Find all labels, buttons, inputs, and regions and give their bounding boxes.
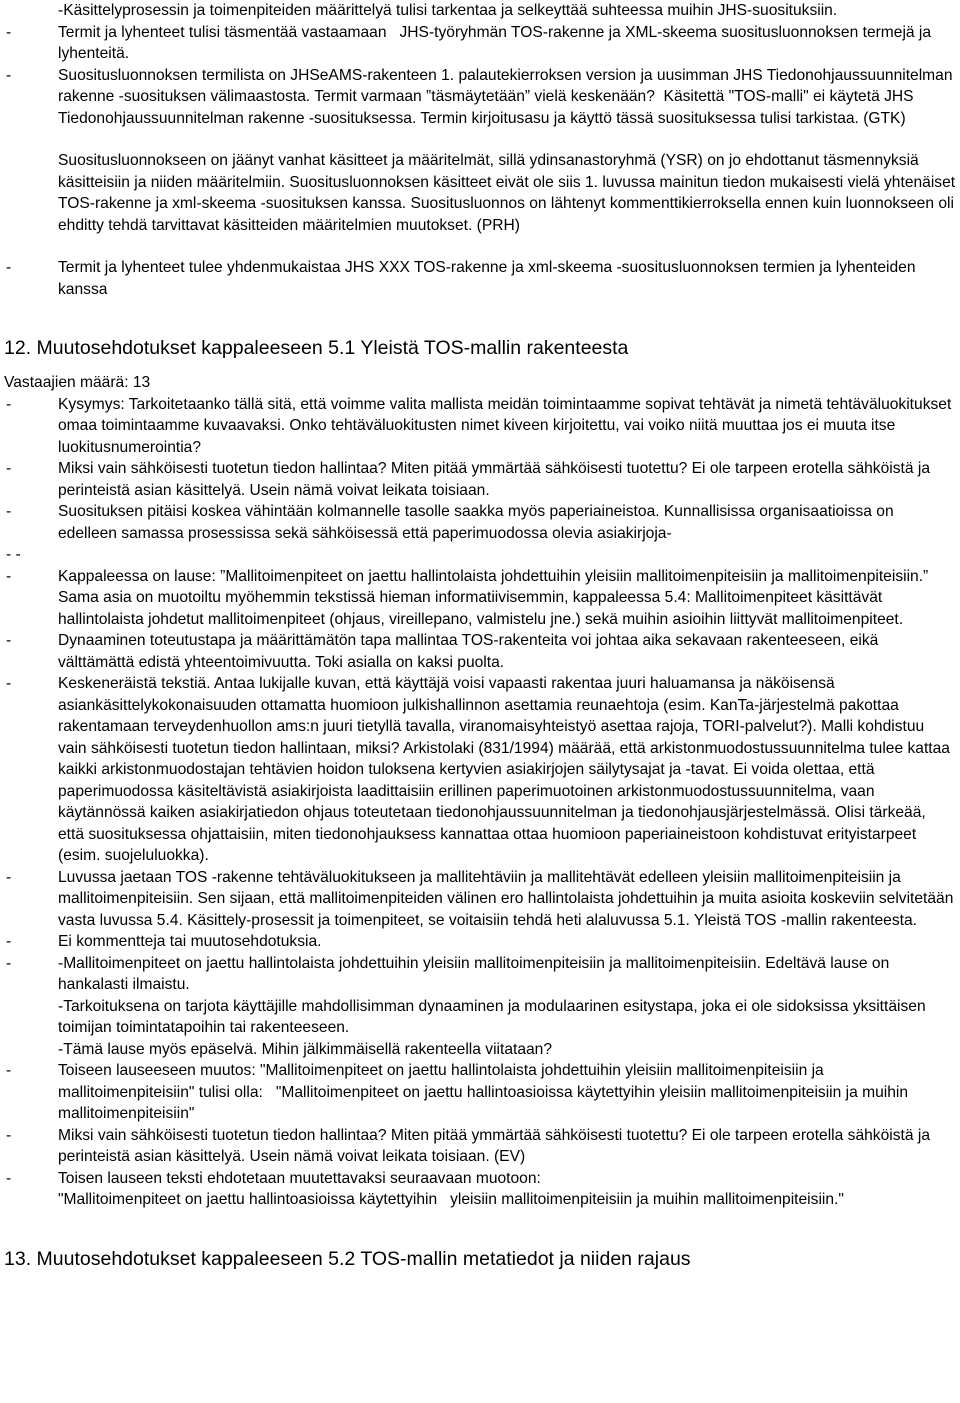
list-item xyxy=(4,867,956,932)
list-item xyxy=(4,501,956,544)
bullet-dash: - xyxy=(6,1169,12,1187)
list-item xyxy=(4,458,956,501)
list-item xyxy=(4,1168,956,1211)
list-item-text: Kappaleessa on lause: ”Mallitoimenpiteet on jaettu hallintolaista johdettuihin yleisiin mallitoimenpiteisiin ja mallitoimenpiteisiin.” Sama asia on muotoiltu myöhemmin tekstissä hieman informatiivisemmin, kappaleessa 5.4: Mallitoimenpiteet käsittävät hallintolaista johdetut mallitoimenpiteet (ohjaus, vireillepano, valmistelu jne.) sekä muihin asioihin liittyvät mallitoimenpiteet. xyxy=(58,567,933,628)
section-12-list xyxy=(4,394,956,1211)
respondent-count: Vastaajien määrä: 13 xyxy=(4,374,151,391)
bullet-dash: - - xyxy=(6,546,21,563)
list-item-text: Miksi vain sähköisesti tuotetun tiedon hallintaa? Miten pitää ymmärtää sähköisesti tuotettu? Ei ole tarpeen erotella sähköistä ja perinteistä asian käsittelyä. Usein nämä voivat leikata toisiaan. xyxy=(58,460,935,499)
bullet-dash: - xyxy=(6,933,12,950)
list-item-text: Suosituksen pitäisi koskea vähintään kolmannelle tasolle saakka myös paperiaineistoa. Kunnallisissa organisaatioissa on edelleen samassa prosessissa sekä sähköisessä että paperimuodossa olevia asiakirjoja- xyxy=(58,503,898,542)
intro-item-text: Suositusluonnoksen termilista on JHSeAMS-rakenteen 1. palautekierroksen version ja uusimman JHS Tiedonohjaussuunnitelman rakenne -suosituksen välimaastosta. Termit varmaan ”täsmäytetään” vielä keskenään? Käsitettä "TOS-malli" ei käytetä JHS Tiedonohjaussuunnitelman rakenne -suosituksessa. Termin kirjoitusasu ja käyttö tässä suosituksessa tulisi tarkistaa. (GTK) xyxy=(58,66,957,127)
bullet-dash: - xyxy=(6,259,12,276)
list-item xyxy=(4,544,956,566)
list-item xyxy=(4,1060,956,1125)
list-item-text: Dynaaminen toteutustapa ja määrittämätön tapa mallintaa TOS-rakenteita voi johtaa aika sekavaan rakenteeseen, eikä välttämättä edistä yhteentoimivuutta. Toki asialla on kaksi puolta. xyxy=(58,632,883,671)
bullet-dash: - xyxy=(6,567,12,585)
intro-line: -Käsittelyprosessin ja toimenpiteiden määrittelyä tulisi tarkentaa ja selkeyttää suhteessa muihin JHS-suosituksiin. xyxy=(58,2,838,19)
list-item xyxy=(4,1125,956,1168)
bullet-dash: - xyxy=(6,395,12,413)
list-item-text xyxy=(58,544,956,566)
intro-item-2 xyxy=(4,65,956,130)
intro-item-text: Termit ja lyhenteet tulee yhdenmukaistaa JHS XXX TOS-rakenne ja xml-skeema -suositusluonnoksen termien ja lyhenteiden kanssa xyxy=(58,259,920,298)
list-item-text: Luvussa jaetaan TOS -rakenne tehtäväluokitukseen ja mallitehtäviin ja mallitehtävät edelleen yleisiin mallitoimenpiteisiin ja mallitoimenpiteisiin. Sen sijaan, että mallitoimenpiteiden välinen ero hallintolaista johdettuihin ja muita asioita koskeviin selvitetään vasta luvussa 5.4. Käsittely-prosessit ja toimenpiteet, se voitaisiin tehdä heti alaluvussa 5.1. Yleistä TOS -mallin rakenteesta. xyxy=(58,868,958,929)
list-item-text: Kysymys: Tarkoitetaanko tällä sitä, että voimme valita mallista meidän toimintaamme sopivat tehtävät ja nimetä tehtäväluokitukset omaa toimintaamme kuvaavaksi. Onko tehtäväluokitusten nimet kiveen kirjoitettu, vai voiko niitä muuttaa jos ei muuta itse luokitusnumerointia? xyxy=(58,395,956,456)
list-item-text: Keskeneräistä tekstiä. Antaa lukijalle kuvan, että käyttäjä voisi vapaasti rakentaa juuri haluamansa ja näköisensä asiankäsittelykokonaisuuden ottamatta huomioon julkishallinnon asettamia reunaehtoja (esim. KanTa-järjestelmä pakottaa rakentamaan terveydenhuollon ams:n juuri tietyllä tavalla, viranomaisyhteistyö asettaa rajoja, TORI-palvelut?). Malli kohdistuu vain sähköisesti tuotetun tiedon hallintaan, miksi? Arkistolaki (831/1994) määrää, että arkistonmuodostussuunnitelma tulee kattaa kaikki arkistonmuodostajan tehtävien hoidon tuloksena kertyvien asiakirjojen säilytysajat ja -tavat. Ei voida olettaa, että paperimuodossa käsiteltävistä asiakirjoista laadittaisiin erillinen paperimuotoinen arkistonmuodostussuunnitelma, vaan käytännössä kaiken asiakirjatiedon ohjaus toteutetaan tiedonohjaussuunnitelman ja tiedonohjausjärjestelmässä. Olisi tärkeää, että suosituksessa ohjattaisiin, miten tiedonohjauksess kannattaa ottaa huomioon paperiaineistoon kohdistuvat erityistarpeet (esim. suojeluluokka). xyxy=(58,675,955,864)
intro-item-text: Termit ja lyhenteet tulisi täsmentää vastaamaan JHS-työryhmän TOS-rakenne ja XML-skeema suositusluonnoksen termejä ja lyhenteitä. xyxy=(58,23,936,62)
list-item xyxy=(4,931,956,953)
list-item xyxy=(4,394,956,459)
list-item-text: -Mallitoimenpiteet on jaettu hallintolaista johdettuihin yleisiin mallitoimenpiteisiin ja mallitoimenpiteisiin. Edeltävä lause on hankalasti ilmaistu. -Tarkoituksena on tarjota käyttäjille mahdollisimman dynaaminen ja modulaarinen esitystapa, joka ei ole sidoksissa yksittäisen toimijan toimintatapoihin tai rakenteeseen. -Tämä lause myös epäselvä. Mihin jälkimmäisellä rakenteella viitataan? xyxy=(58,954,926,1058)
bullet-dash: - xyxy=(6,1062,12,1079)
bullet-dash: - xyxy=(6,675,12,692)
bullet-dash: - xyxy=(6,954,12,972)
bullet-dash: - xyxy=(6,868,12,886)
list-item xyxy=(4,566,956,631)
bullet-dash: - xyxy=(6,23,12,41)
list-item xyxy=(4,673,956,867)
list-item-text: Miksi vain sähköisesti tuotetun tiedon hallintaa? Miten pitää ymmärtää sähköisesti tuotettu? Ei ole tarpeen erotella sähköistä ja perinteistä asian käsittelyä. Usein nämä voivat leikata toisiaan. (EV) xyxy=(58,1126,935,1165)
intro-item-last xyxy=(4,257,956,300)
bullet-dash: - xyxy=(6,503,12,520)
intro-item-1 xyxy=(4,22,956,65)
list-item-text: Ei kommentteja tai muutosehdotuksia. xyxy=(58,933,322,950)
list-item-text: Toiseen lauseeseen muutos: "Mallitoimenpiteet on jaettu hallintolaista johdettuihin yleisiin mallitoimenpiteisiin ja mallitoimenpiteisiin" tulisi olla: "Mallitoimenpiteet on jaettu hallintoasioissa käytettyihin yleisiin mallitoimenpiteisiin ja muihin mallitoimenpiteisiin" xyxy=(58,1062,913,1122)
bullet-dash: - xyxy=(6,66,12,84)
list-item xyxy=(4,953,956,1061)
bullet-dash: - xyxy=(6,460,12,477)
intro-paragraph: Suositusluonnokseen on jäänyt vanhat käsitteet ja määritelmät, sillä ydinsanastoryhmä (YSR) on jo ehdottanut täsmennyksiä käsitteisiin ja niiden määritelmiin. Suositusluonnoksen käsitteet eivät ole siis 1. luvussa mainitun tiedon mukaisesti vielä yhtenäiset TOS-rakenne ja xml-skeema -suosituksen kanssa. Suositusluonnos on lähtenyt kommenttikierroksella ennen kuin luonnokseen oli ehditty tehdä tarvittavat käsitteiden määritelmien muutokset. (PRH) xyxy=(58,152,960,234)
bullet-dash: - xyxy=(6,632,12,649)
bullet-dash: - xyxy=(6,1126,12,1144)
section-13-heading: 13. Muutosehdotukset kappaleeseen 5.2 TOS-mallin metatiedot ja niiden rajaus xyxy=(4,1247,691,1270)
list-item xyxy=(4,630,956,673)
section-12-heading: 12. Muutosehdotukset kappaleeseen 5.1 Yleistä TOS-mallin rakenteesta xyxy=(4,337,629,359)
list-item-text: Toisen lauseen teksti ehdotetaan muutettavaksi seuraavaan muotoon: "Mallitoimenpiteet on jaettu hallintoasioissa käytettyihin yleisiin mallitoimenpiteisiin ja muihin mallitoimenpiteisiin." xyxy=(58,1169,844,1208)
